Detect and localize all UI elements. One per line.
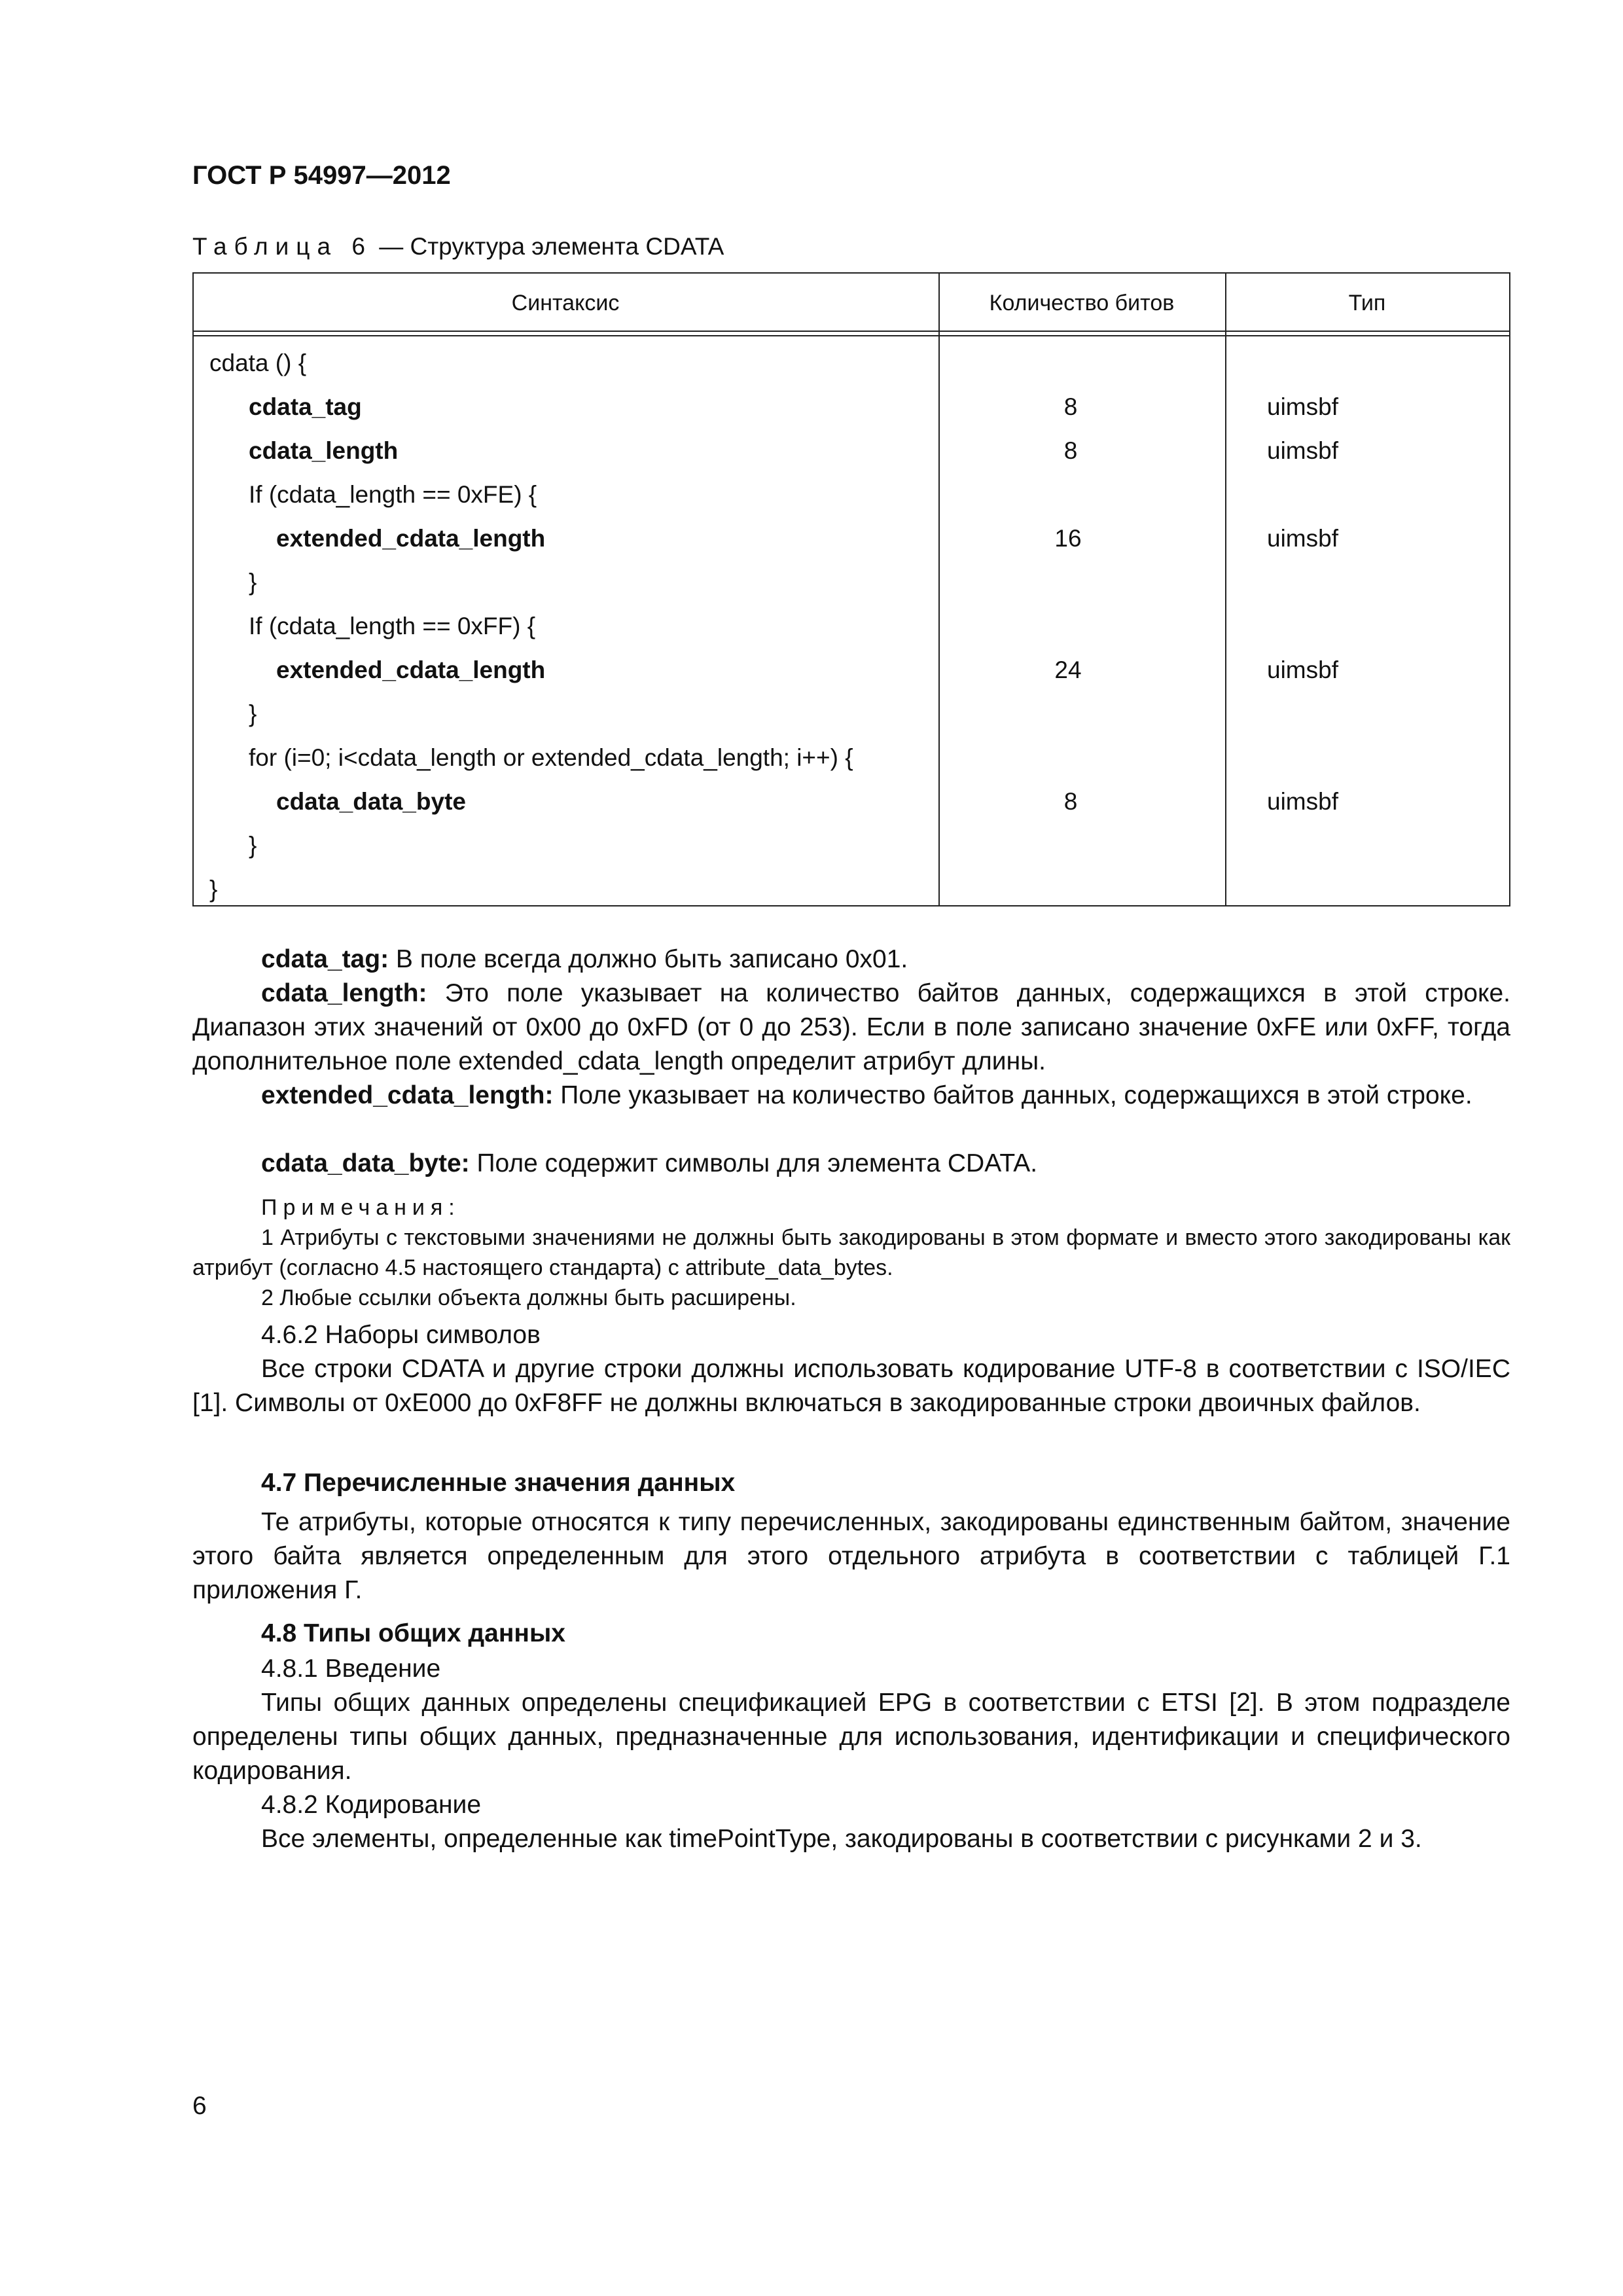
type-cell: uimsbf — [1267, 393, 1338, 420]
section-4-8-2-title — [192, 1788, 1510, 1822]
notes-title: Примечания: — [261, 1195, 461, 1220]
column-divider-1 — [938, 272, 940, 906]
syntax-cell: extended_cdata_length — [276, 656, 546, 683]
note-1 — [192, 1223, 1510, 1283]
page-number: 6 — [192, 2092, 207, 2120]
section-4-6-2-text — [192, 1352, 1510, 1420]
definition-text: Поле содержит символы для элемента CDATA. — [469, 1149, 1038, 1177]
section-4-8-1-title — [192, 1652, 1510, 1686]
bits-cell: 24 — [1054, 656, 1082, 683]
syntax-cell: } — [209, 876, 218, 903]
syntax-cell: } — [249, 700, 257, 727]
table-caption-prefix: Таблица 6 — [192, 233, 372, 260]
note-2: 2 Любые ссылки объекта должны быть расширены. — [261, 1285, 796, 1310]
syntax-cell: cdata () { — [209, 350, 307, 376]
definition-extended-cdata-length — [192, 1079, 1510, 1113]
section-title-text: 4.6.2 Наборы символов — [261, 1321, 541, 1349]
section-title-text: 4.7 Перечисленные значения данных — [261, 1469, 736, 1497]
syntax-cell: cdata_tag — [249, 393, 362, 420]
table-border-bottom — [192, 905, 1510, 906]
definition-cdata-data-byte — [192, 1147, 1510, 1181]
definition-text: Это поле указывает на количество байтов данных, содержащихся в этой строке. Диапазон этих значений от 0x00 до 0xFD (от 0 до 253). Если в поле записано значение 0xFE или 0xFF, тогда дополнительное поле extended_cdata_length определит атрибут длины. — [192, 979, 1510, 1075]
syntax-cell: cdata_length — [249, 437, 399, 464]
syntax-cell: } — [249, 832, 257, 859]
section-title-text: 4.8 Типы общих данных — [261, 1619, 565, 1647]
syntax-cell: cdata_data_byte — [276, 788, 466, 815]
syntax-cell: If (cdata_length == 0xFE) { — [249, 481, 537, 508]
bits-cell: 8 — [1063, 788, 1078, 815]
column-header-syntax: Синтаксис — [511, 291, 620, 315]
definition-term: cdata_data_byte: — [261, 1149, 470, 1177]
section-4-8-title — [192, 1617, 1510, 1651]
type-cell: uimsbf — [1267, 437, 1338, 464]
section-4-6-2-title — [192, 1318, 1510, 1352]
syntax-cell: for (i=0; i<cdata_length or extended_cdata_length; i++) { — [249, 744, 853, 771]
definition-term: extended_cdata_length: — [261, 1081, 554, 1109]
section-title-text: 4.8.1 Введение — [261, 1655, 441, 1683]
definition-text: Поле указывает на количество байтов данных, содержащихся в этой строке. — [553, 1081, 1472, 1109]
section-body-text: Все строки CDATA и другие строки должны использовать кодирование UTF-8 в соответствии с ISO/IEC [1]. Символы от 0xE000 до 0xF8FF не должны включаться в закодированные строки двоичных файлов. — [192, 1355, 1510, 1417]
definition-cdata-tag — [192, 942, 1510, 977]
section-body-text: Все элементы, определенные как timePointType, закодированы в соответствии с рисунками 2 и 3. — [261, 1825, 1422, 1853]
definition-text: В поле всегда должно быть записано 0x01. — [389, 945, 908, 973]
note-1-text: 1 Атрибуты с текстовыми значениями не должны быть закодированы в этом формате и вместо этого закодированы как атрибут (согласно 4.5 настоящего стандарта) с attribute_data_bytes. — [192, 1225, 1510, 1280]
column-header-type: Тип — [1348, 291, 1386, 315]
section-body-text: Типы общих данных определены спецификацией EPG в соответствии с ETSI [2]. В этом подразделе определены типы общих данных, предназначенные для использования, идентификации и специфического кодирования. — [192, 1689, 1510, 1785]
syntax-cell: } — [249, 569, 257, 596]
type-cell: uimsbf — [1267, 525, 1338, 552]
section-4-8-2-text — [192, 1822, 1510, 1856]
bits-cell: 8 — [1063, 393, 1078, 420]
standard-header: ГОСТ Р 54997—2012 — [192, 161, 451, 190]
section-4-8-1-text — [192, 1686, 1510, 1788]
table-border-top — [192, 272, 1510, 274]
table-header-divider-double — [192, 335, 1510, 336]
definition-cdata-length — [192, 977, 1510, 1079]
bits-cell: 16 — [1054, 525, 1082, 552]
column-header-bits: Количество битов — [989, 291, 1175, 315]
table-header-divider — [192, 331, 1510, 332]
section-title-text: 4.8.2 Кодирование — [261, 1791, 482, 1819]
type-cell: uimsbf — [1267, 788, 1338, 815]
type-cell: uimsbf — [1267, 656, 1338, 683]
section-4-7-text — [192, 1505, 1510, 1607]
section-body-text: Те атрибуты, которые относятся к типу перечисленных, закодированы единственным байтом, значение этого байта является определенным для этого отдельного атрибута в соответствии с таблицей Г.1 приложения Г. — [192, 1508, 1510, 1604]
definition-term: cdata_tag: — [261, 945, 389, 973]
syntax-cell: extended_cdata_length — [276, 525, 546, 552]
syntax-cell: If (cdata_length == 0xFF) { — [249, 613, 536, 639]
section-4-7-title — [192, 1466, 1510, 1500]
table-border-left — [192, 272, 194, 906]
bits-cell: 8 — [1063, 437, 1078, 464]
definition-term: cdata_length: — [261, 979, 427, 1007]
column-divider-2 — [1225, 272, 1226, 906]
syntax-table — [192, 272, 1510, 906]
table-border-right — [1509, 272, 1510, 906]
table-caption-title: — Структура элемента CDATA — [372, 233, 724, 260]
notes-block — [192, 1193, 1510, 1313]
table-caption — [192, 233, 724, 260]
